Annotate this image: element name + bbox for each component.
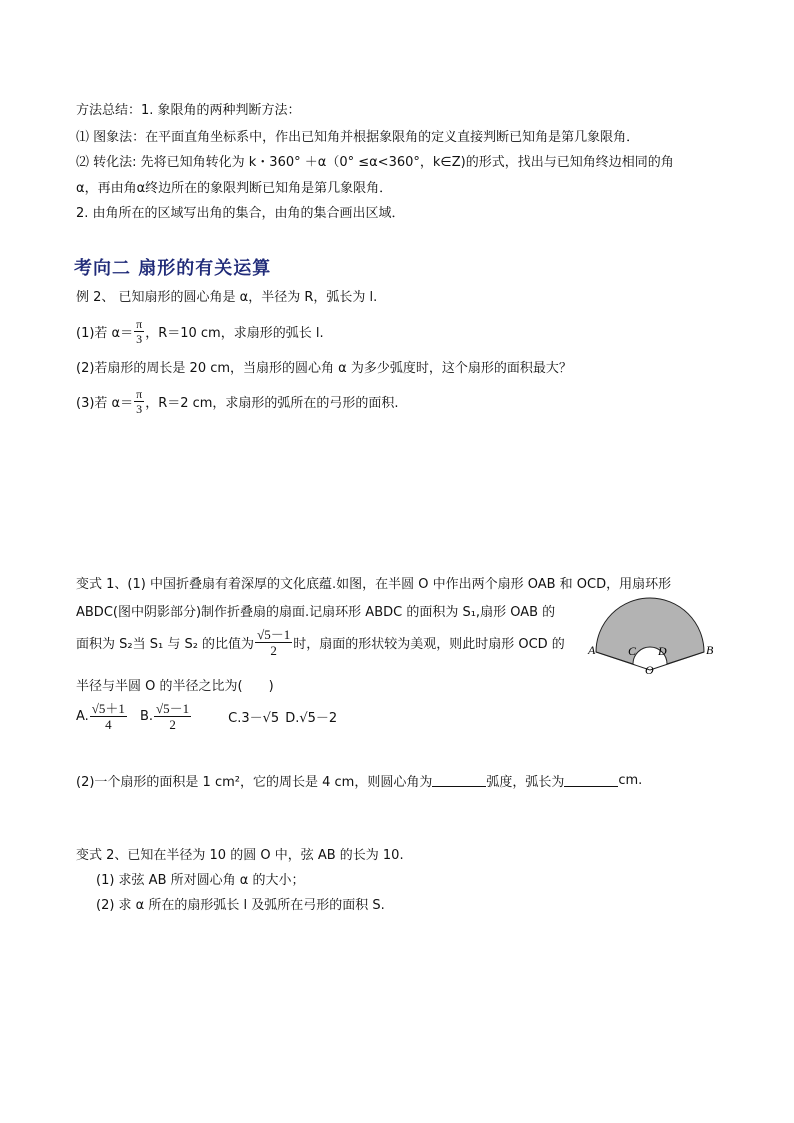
answer-blank-arc[interactable] (564, 774, 618, 787)
q1-fraction (134, 318, 144, 345)
option-a-den: 4 (105, 717, 112, 732)
ratio-fraction (255, 628, 292, 657)
part2-prefix: (2)一个扇形的面积是 1 cm²，它的周长是 4 cm，则圆心角为 (76, 775, 433, 790)
variant1-line2: ABDC(图中阴影部分)制作折叠扇的扇面.记扇环形 ABDC 的面积为 S₁,扇形 OAB 的 (76, 605, 556, 620)
q3-frac-den: 3 (136, 402, 143, 416)
ratio-den: 2 (270, 643, 277, 658)
example2-q3 (76, 388, 399, 415)
option-b-fraction (154, 702, 191, 731)
fan-ring-figure (586, 582, 716, 680)
shaded-fan-ring (596, 598, 704, 664)
part2-suffix: cm. (618, 773, 643, 788)
example2-intro: 例 2、 已知扇形的圆心角是 α，半径为 R，弧长为 l. (76, 290, 378, 305)
label-C: C (628, 644, 637, 658)
option-d: D.√5－2 (285, 711, 338, 726)
q3-suffix: ，R＝2 cm，求扇形的弧所在的弓形的面积. (145, 396, 399, 411)
example2-q2: (2)若扇形的周长是 20 cm，当扇形的圆心角 α 为多少弧度时，这个扇形的面积最大？ (76, 361, 572, 376)
q3-fraction (134, 388, 144, 415)
label-O: O (645, 663, 654, 677)
summary-method-2b: α，再由角α终边所在的象限判断已知角是第几象限角． (76, 181, 393, 196)
variant1-part2 (76, 771, 642, 790)
option-b-label: B. (139, 709, 153, 724)
variant2-line1: 变式 2、已知在半径为 10 的圆 O 中，弦 AB 的长为 10. (76, 848, 404, 863)
options-row (76, 702, 337, 731)
option-a-num: √5＋1 (91, 701, 125, 716)
label-A: A (588, 643, 596, 657)
q1-frac-den: 3 (136, 332, 143, 346)
option-a-fraction (90, 702, 127, 731)
variant1-line4: 半径与半圆 O 的半径之比为( ) (76, 679, 274, 694)
variant1-line1: 变式 1、(1) 中国折叠扇有着深厚的文化底蕴.如图，在半圆 O 中作出两个扇形 OAB 和 OCD，用扇环形 (76, 577, 672, 592)
part2-middle: 弧度，弧长为 (486, 775, 565, 790)
line3-prefix: 面积为 S₂当 S₁ 与 S₂ 的比值为 (76, 637, 255, 652)
option-c: C.3－√5 (228, 711, 280, 726)
line3-suffix: 时，扇面的形状较为美观，则此时扇形 OCD 的 (293, 637, 565, 652)
example2-q1 (76, 318, 324, 345)
label-D: D (658, 644, 667, 658)
ratio-num: √5－1 (257, 627, 291, 642)
q1-suffix: ，R＝10 cm，求扇形的弧长 l. (145, 326, 324, 341)
option-b-den: 2 (169, 717, 176, 732)
summary-title: 方法总结：1. 象限角的两种判断方法： (76, 103, 301, 118)
q3-frac-num: π (136, 387, 143, 401)
answer-blank-angle[interactable] (432, 774, 486, 787)
q1-frac-num: π (136, 317, 143, 331)
label-B: B (706, 643, 714, 657)
q1-prefix: (1)若 α＝ (76, 326, 134, 341)
section-heading: 考向二 扇形的有关运算 (74, 258, 272, 279)
option-b-num: √5－1 (156, 701, 190, 716)
summary-method-2a: ⑵ 转化法: 先将已知角转化为 k・360° ＋α（0° ≤α<360°，k∈Z)的形式，找出与已知角终边相同的角 (76, 155, 674, 170)
summary-method-1: ⑴ 图象法：在平面直角坐标系中，作出已知角并根据象限角的定义直接判断已知角是第几象限角． (76, 130, 640, 145)
variant1-line3 (76, 628, 565, 657)
variant2-q1: (1) 求弦 AB 所对圆心角 α 的大小； (96, 873, 305, 888)
q3-prefix: (3)若 α＝ (76, 396, 134, 411)
variant2-q2: (2) 求 α 所在的扇形弧长 l 及弧所在弓形的面积 S. (96, 898, 385, 913)
option-a-label: A. (76, 709, 89, 724)
summary-point-2: 2. 由角所在的区域写出角的集合，由角的集合画出区域． (76, 206, 405, 221)
